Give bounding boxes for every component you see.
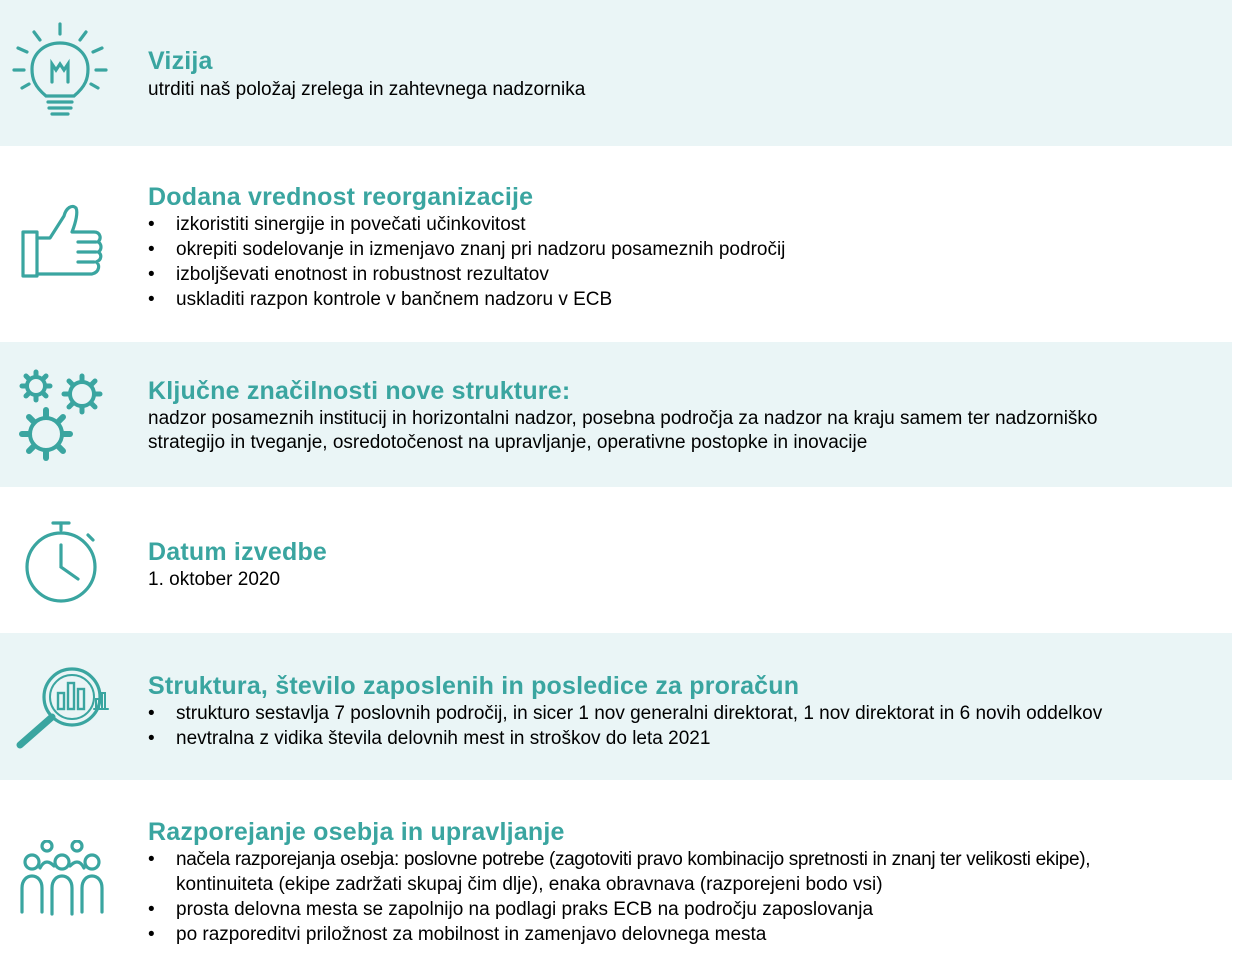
section-vision xyxy=(0,0,1232,146)
vision-title: Vizija xyxy=(148,47,213,75)
section-structure xyxy=(0,633,1232,780)
vision-text: utrditi naš položaj zrelega in zahtevnega nadzornika xyxy=(148,79,586,100)
implementation-date-title: Datum izvedbe xyxy=(148,538,328,566)
lightbulb-icon xyxy=(12,22,112,122)
thumbs-up-icon xyxy=(20,202,104,282)
list-item: • prosta delovna mesta se zapolnijo na podlagi praks ECB na področju zaposlovanja xyxy=(148,897,1222,922)
gears-icon xyxy=(14,368,110,464)
structure-list xyxy=(148,701,1222,751)
section-key-features xyxy=(0,342,1232,487)
added-value-title: Dodana vrednost reorganizacije xyxy=(148,183,534,211)
key-features-line-2: strategijo in tveganje, osredotočenost na upravljanje, operativne postopke in inovacije xyxy=(148,432,868,453)
staff-allocation-title: Razporejanje osebja in upravljanje xyxy=(148,818,565,846)
list-item: • izboljševati enotnost in robustnost rezultatov xyxy=(148,262,1222,287)
list-item xyxy=(148,847,1222,897)
list-item: • uskladiti razpon kontrole v bančnem nadzoru v ECB xyxy=(148,287,1222,312)
added-value-list xyxy=(148,212,1222,312)
stopwatch-icon xyxy=(22,521,100,603)
list-item: • izkoristiti sinergije in povečati učinkovitost xyxy=(148,212,1222,237)
list-item: • nevtralna z vidika števila delovnih mest in stroškov do leta 2021 xyxy=(148,726,1222,751)
structure-title: Struktura, število zaposlenih in posledice za proračun xyxy=(148,672,800,700)
staff-allocation-list xyxy=(148,847,1222,947)
list-item: • po razporeditvi priložnost za mobilnost in zamenjavo delovnega mesta xyxy=(148,922,1222,947)
section-added-value xyxy=(0,146,1232,342)
list-item: • strukturo sestavlja 7 poslovnih področij, in sicer 1 nov generalni direktorat, 1 nov direktorat in 6 novih oddelkov xyxy=(148,701,1222,726)
key-features-title: Ključne značilnosti nove strukture: xyxy=(148,377,571,405)
list-item: • okrepiti sodelovanje in izmenjavo znanj pri nadzoru posameznih področij xyxy=(148,237,1222,262)
section-staff-allocation xyxy=(0,780,1232,959)
section-implementation-date xyxy=(0,487,1232,633)
magnifier-chart-icon xyxy=(14,665,110,749)
key-features-line-1: nadzor posameznih institucij in horizontalni nadzor, posebna področja za nadzor na kraju samem ter nadzorniško xyxy=(148,408,1098,429)
implementation-date-value: 1. oktober 2020 xyxy=(148,569,281,590)
list-item-text: načela razporejanja osebja: poslovne potrebe (zagotoviti pravo kombinacijo spretnosti in znanj ter velikosti ekipe), xyxy=(176,849,1091,870)
people-group-icon xyxy=(18,840,106,920)
list-item-continuation: kontinuiteta (ekipe zadržati skupaj čim dlje), enaka obravnava (razporejeni bodo vsi) xyxy=(176,874,883,895)
